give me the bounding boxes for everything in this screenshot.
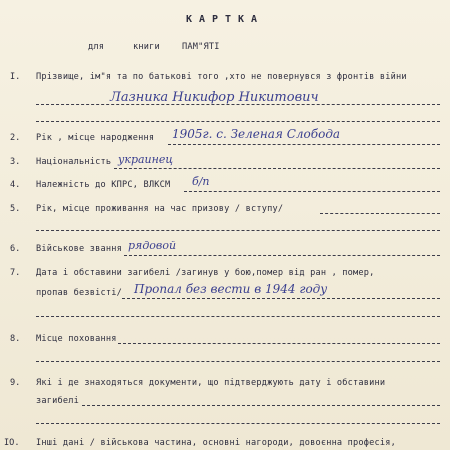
item-8-label: Місце поховання	[36, 334, 117, 344]
item-9-label-2: загибелі	[36, 396, 79, 406]
item-5-line	[320, 213, 440, 214]
item-7-line-2	[36, 316, 440, 317]
subtitle-part-3: ПАМ"ЯТІ	[182, 42, 220, 52]
item-7-label-2: пропав безвісті/	[36, 288, 122, 298]
item-4-line	[184, 191, 440, 192]
item-5-line-2	[36, 230, 440, 231]
subtitle-part-2: книги	[133, 42, 160, 52]
item-9-line-2	[36, 423, 440, 424]
item-1-value: Лазника Никифор Никитович	[110, 90, 319, 105]
item-8-line-2	[36, 361, 440, 362]
item-3-label: Національність	[36, 157, 112, 167]
item-3-line	[114, 168, 440, 169]
item-7-line	[122, 298, 440, 299]
item-6-number: 6.	[10, 244, 21, 254]
subtitle-part-1: для	[88, 42, 105, 52]
item-10-label: Інші дані / військова частина, основні нагороди, довоєнна професія,	[36, 438, 397, 448]
item-3-value: украинец	[118, 153, 174, 166]
item-6-line	[124, 255, 440, 256]
item-9-label: Які і де знаходяться документи, що підтверджують дату і обставини	[36, 378, 386, 388]
item-1-label: Прізвище, ім"я та по батькові того ,хто не повернувся з фронтів війни	[36, 72, 407, 82]
item-4-label: Належність до КПРС, ВЛКСМ	[36, 180, 171, 190]
item-7-label: Дата і обставини загибелі /загинув у бою,помер від ран , помер,	[36, 268, 375, 278]
item-8-number: 8.	[10, 334, 21, 344]
item-1-line	[36, 104, 440, 105]
item-1-number: I.	[10, 72, 21, 82]
card-title: КАРТКА	[185, 14, 265, 25]
item-2-value: 1905г. с. Зеленая Слобода	[172, 127, 341, 141]
item-2-line	[168, 144, 440, 145]
item-10-number: IO.	[4, 438, 20, 448]
item-5-label: Рік, місце проживання на час призову / вступу/	[36, 204, 284, 214]
item-2-label: Рік , місце народження	[36, 133, 155, 143]
item-4-value: б/п	[192, 175, 210, 188]
item-9-number: 9.	[10, 378, 21, 388]
item-7-value: Пропал без вести в 1944 году	[134, 282, 328, 296]
item-2-number: 2.	[10, 133, 21, 143]
item-6-value: рядовой	[128, 239, 177, 252]
item-9-line	[82, 405, 440, 406]
item-3-number: 3.	[10, 157, 21, 167]
item-7-number: 7.	[10, 268, 21, 278]
item-8-line	[118, 343, 440, 344]
item-1-line-2	[36, 121, 440, 122]
item-6-label: Військове звання	[36, 244, 122, 254]
item-5-number: 5.	[10, 204, 21, 214]
item-4-number: 4.	[10, 180, 21, 190]
